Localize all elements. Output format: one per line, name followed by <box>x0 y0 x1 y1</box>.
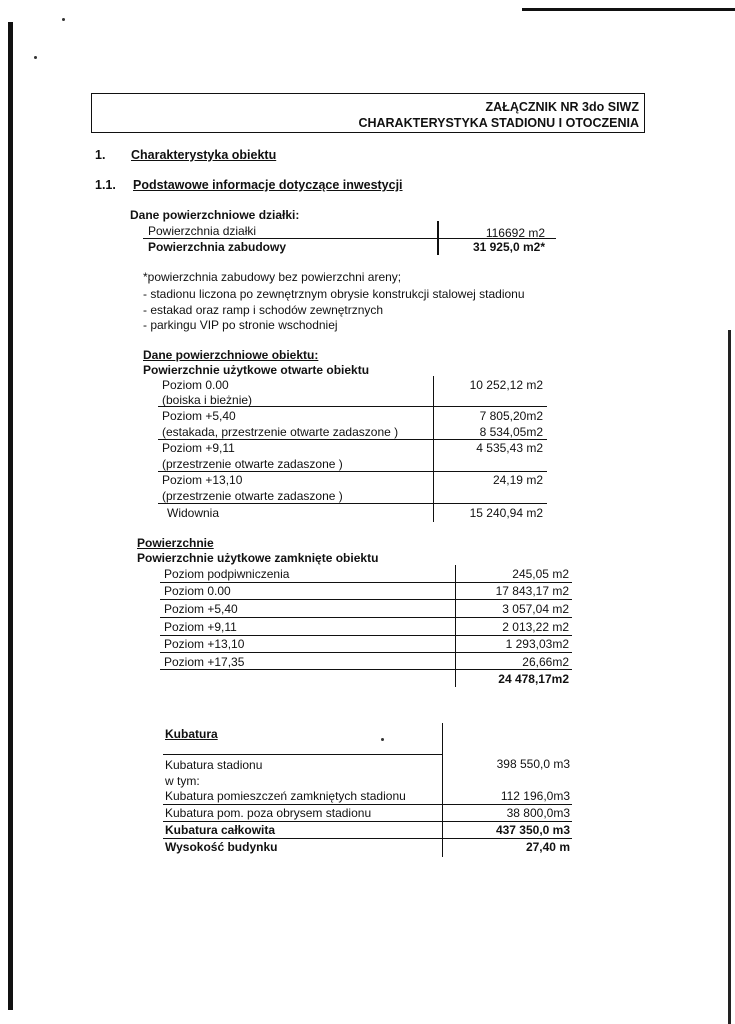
plot-divider <box>143 238 556 239</box>
open-row-value: 10 252,12 m2 <box>469 378 543 392</box>
open-row-value-2: 8 534,05m2 <box>479 425 543 439</box>
open-row-label: Widownia <box>167 506 220 520</box>
closed-row-label: Poziom +9,11 <box>164 620 237 634</box>
volume-row-label: Kubatura pom. poza obrysem stadionu <box>165 806 372 820</box>
open-row-label: Poziom +5,40 <box>162 409 236 423</box>
open-row-label: Poziom +9,11 <box>162 441 235 455</box>
volume-divider <box>163 821 572 822</box>
open-row-label: Poziom 0.00 <box>162 378 229 392</box>
note-line: - parkingu VIP po stronie wschodniej <box>143 318 338 332</box>
plot-column-divider <box>437 221 439 255</box>
closed-row-divider <box>160 617 572 618</box>
note-line: - stadionu liczona po zewnętrznym obrysie konstrukcji stalowej stadionu <box>143 287 525 301</box>
building-height-label: Wysokość budynku <box>165 840 278 854</box>
volume-row-label: w tym: <box>165 774 200 788</box>
volume-row-label: Kubatura stadionu <box>165 758 263 772</box>
section-1-number: 1. <box>95 148 106 162</box>
building-height-value: 27,40 m <box>525 840 570 854</box>
open-areas-subheading: Powierzchnie użytkowe otwarte obiektu <box>143 363 370 377</box>
volume-total-label: Kubatura całkowita <box>165 823 276 837</box>
open-row-sub: (przestrzenie otwarte zadaszone ) <box>162 457 343 471</box>
open-row-sub: (przestrzenie otwarte zadaszone ) <box>162 489 343 503</box>
closed-row-label: Poziom +13,10 <box>164 637 245 651</box>
closed-row-divider <box>160 599 572 600</box>
open-row-sub: (estakada, przestrzenie otwarte zadaszone ) <box>162 425 399 439</box>
volume-divider <box>163 754 442 755</box>
scan-edge-bar-right <box>728 330 731 1024</box>
open-row-value: 4 535,43 m2 <box>476 441 543 455</box>
note-line: *powierzchnia zabudowy bez powierzchni areny; <box>143 270 402 284</box>
open-row-sub: (boiska i bieżnie) <box>162 393 253 407</box>
closed-row-divider <box>160 669 572 670</box>
closed-row-divider <box>160 582 572 583</box>
scan-edge-bar-left <box>8 22 13 1010</box>
plot-area-label: Powierzchnia działki <box>148 224 257 238</box>
closed-areas-heading: Powierzchnie <box>137 536 214 550</box>
section-1-title: Charakterystyka obiektu <box>131 148 277 162</box>
closed-row-divider <box>160 652 572 653</box>
open-areas-heading: Dane powierzchniowe obiektu: <box>143 348 319 362</box>
closed-row-value: 245,05 m2 <box>512 567 569 581</box>
header-line-2: CHARAKTERYSTYKA STADIONU I OTOCZENIA <box>358 116 639 130</box>
built-area-label: Powierzchnia zabudowy <box>148 240 287 254</box>
closed-areas-subheading: Powierzchnie użytkowe zamknięte obiektu <box>137 551 379 565</box>
volume-total-value: 437 350,0 m3 <box>495 823 570 837</box>
closed-row-label: Poziom 0.00 <box>164 584 231 598</box>
section-1-1-number: 1.1. <box>95 178 116 192</box>
closed-row-value: 17 843,17 m2 <box>495 584 569 598</box>
volume-row-label: Kubatura pomieszczeń zamkniętych stadionu <box>165 789 406 803</box>
closed-row-value: 3 057,04 m2 <box>502 602 569 616</box>
volume-row-value: 112 196,0m3 <box>500 789 570 803</box>
volume-divider <box>163 804 572 805</box>
note-line: - estakad oraz ramp i schodów zewnętrznych <box>143 303 384 317</box>
open-row-divider <box>158 471 547 472</box>
open-areas-column-divider <box>433 376 434 522</box>
closed-row-label: Poziom +5,40 <box>164 602 238 616</box>
plot-area-value: 116692 m2 <box>485 226 545 240</box>
closed-row-label: Poziom podpiwniczenia <box>164 567 290 581</box>
closed-row-value: 1 293,03m2 <box>505 637 569 651</box>
built-area-value: 31 925,0 m2* <box>472 240 545 254</box>
scan-speck <box>62 18 65 21</box>
open-row-value: 15 240,94 m2 <box>469 506 543 520</box>
section-1-1-title: Podstawowe informacje dotyczące inwestycji <box>133 178 403 192</box>
open-row-divider <box>158 406 547 407</box>
closed-row-divider <box>160 635 572 636</box>
open-row-divider <box>158 439 547 440</box>
plot-heading: Dane powierzchniowe działki: <box>130 208 300 222</box>
header-line-1: ZAŁĄCZNIK NR 3do SIWZ <box>485 100 639 114</box>
closed-row-value: 2 013,22 m2 <box>502 620 569 634</box>
volume-divider <box>163 838 572 839</box>
open-row-value: 7 805,20m2 <box>479 409 543 423</box>
closed-row-value: 26,66m2 <box>522 655 569 669</box>
open-row-value: 24,19 m2 <box>492 473 543 487</box>
scan-speck <box>381 738 384 741</box>
closed-row-label: Poziom +17,35 <box>164 655 245 669</box>
volume-column-divider <box>442 723 443 857</box>
volume-row-value: 398 550,0 m3 <box>496 757 570 771</box>
scan-speck <box>34 56 37 59</box>
closed-total-value: 24 478,17m2 <box>498 672 569 686</box>
scan-edge-bar-top <box>522 8 735 11</box>
volume-heading: Kubatura <box>165 727 218 741</box>
volume-row-value: 38 800,0m3 <box>506 806 570 820</box>
open-row-label: Poziom +13,10 <box>162 473 243 487</box>
open-row-divider <box>158 503 547 504</box>
